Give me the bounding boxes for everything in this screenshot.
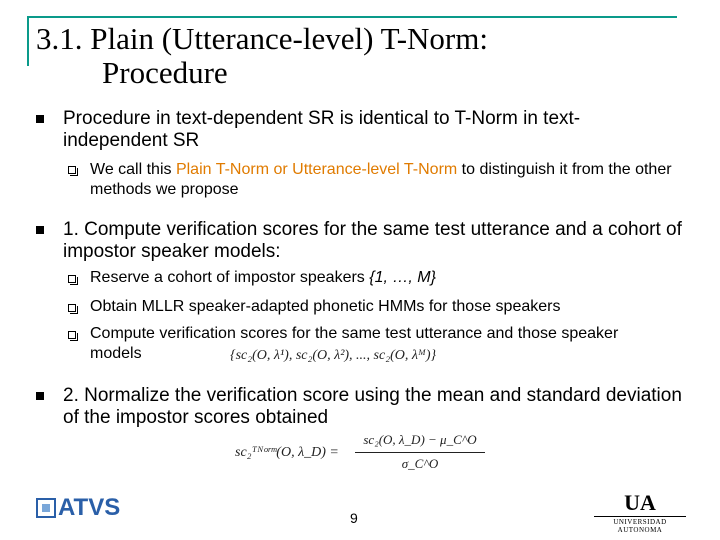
atvs-logo-text: ATVS [58, 494, 121, 521]
uam-logo-mark: UA [624, 490, 656, 515]
fraction-bar [355, 452, 485, 453]
sub-bullet-icon [68, 275, 76, 283]
sub-text-1-pre: We call this [90, 161, 176, 178]
formula-lhs: sc₂ᵀᴺᵒʳᵐ(O, λ_D) = [235, 445, 339, 460]
title-frame-top [27, 16, 677, 18]
sub-bullet-icon [68, 331, 76, 339]
title-line-2: Procedure [102, 55, 228, 90]
formula-tnorm [235, 432, 495, 480]
bullet-icon [36, 226, 44, 234]
sub-text-1-post: to distinguish it from the other methods we propose [90, 161, 672, 198]
uam-logo-text: UNIVERSIDAD AUTONOMA [594, 516, 686, 534]
bullet-text-3: 2. Normalize the verification score using the mean and standard deviation of the impostor scores obtained [63, 385, 682, 428]
title-line-1: 3.1. Plain (Utterance-level) T-Norm: [36, 21, 488, 56]
title-frame-left [27, 16, 29, 66]
sub-text-2c: Compute verification scores for the same test utterance and those speaker models [90, 325, 619, 362]
page-number: 9 [350, 510, 358, 526]
sub-text-2a [90, 268, 680, 288]
slide-title [36, 22, 676, 90]
sub-text-1-highlight: Plain T-Norm or Utterance-level T-Norm [175, 161, 458, 178]
sub-bullet-icon [68, 166, 76, 174]
bullet-text-2: 1. Compute verification scores for the same test utterance and a cohort of impostor speaker models: [63, 219, 682, 262]
sub-text-2a-pre: Reserve a cohort of impostor speakers [90, 269, 370, 286]
uam-logo [594, 490, 686, 534]
bullet-icon [36, 115, 44, 123]
formula-numerator: sc₂(O, λ_D) − μ_C^O [363, 432, 477, 447]
bullet-icon [36, 392, 44, 400]
atvs-logo-icon [36, 498, 56, 518]
atvs-logo [36, 494, 120, 522]
bullet-text-1: Procedure in text-dependent SR is identical to T-Norm in text-independent SR [63, 108, 581, 151]
sub-text-2a-italic: {1, …, M} [369, 269, 436, 286]
sub-bullet-icon [68, 304, 76, 312]
sub-text-1 [90, 160, 680, 200]
formula-score-set: {sc₂(O, λ¹), sc₂(O, λ²), ..., sc₂(O, λᴹ)} [230, 348, 437, 363]
sub-text-2b: Obtain MLLR speaker-adapted phonetic HMMs for those speakers [90, 298, 561, 315]
formula-denominator: σ_C^O [401, 456, 439, 471]
